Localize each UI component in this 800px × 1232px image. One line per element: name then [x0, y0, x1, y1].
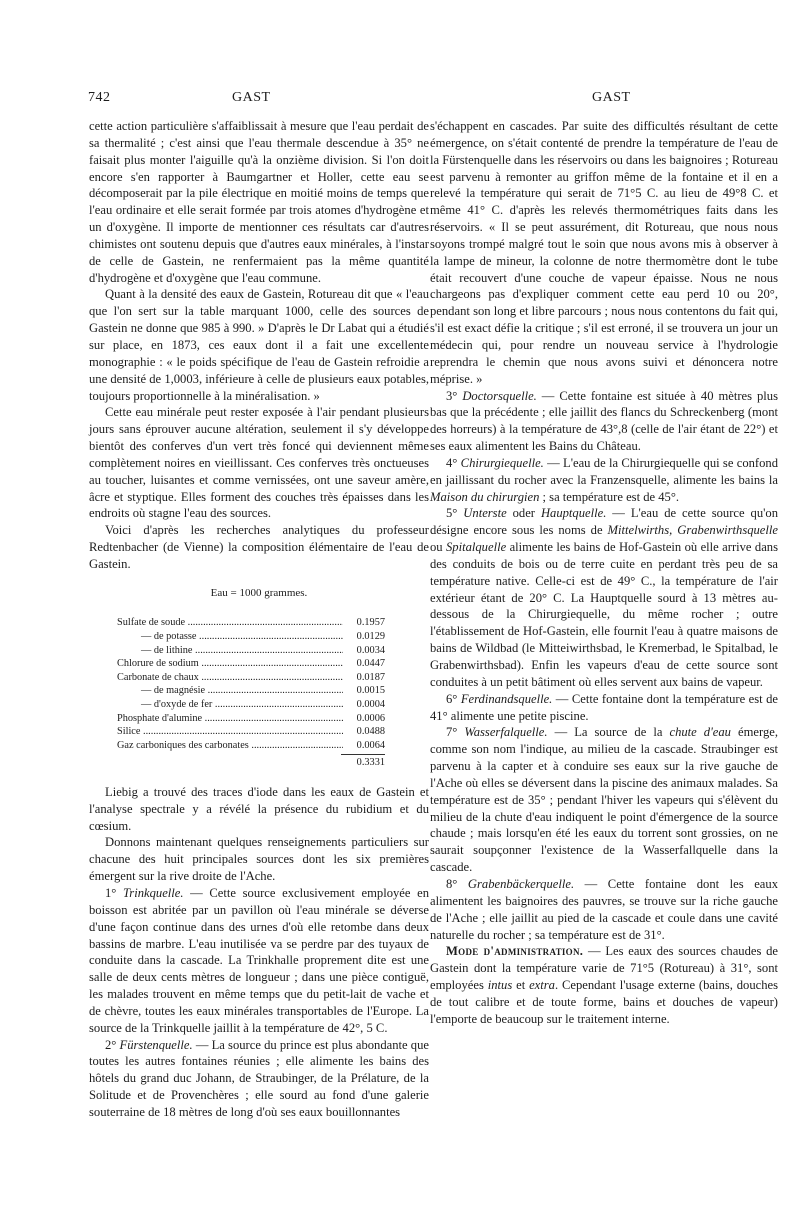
section-text: oder: [506, 506, 541, 521]
row-name: — de magnésie .....: [117, 684, 343, 698]
row-name: Gaz carboniques des carbonates .....: [117, 739, 343, 753]
table-row: [89, 684, 429, 698]
section-title: Hauptquelle.: [540, 506, 607, 521]
row-name: Phosphate d'alumine .....: [117, 712, 343, 726]
section-text: — La source de la: [547, 725, 670, 740]
section-text: — La source du prince est plus abondante que toutes les autres fontaines réunies ; elle alimente les bains des hôtels du grand duc Johann, de Straubinger, de la Prélature, de la Solitude et de Provenchères ; elle sourd au fond d'une galerie souterraine de 18 mètres de long d'où ses eaux bouillonnantes: [89, 1037, 429, 1119]
table-row: [89, 657, 429, 671]
table-total: [89, 754, 429, 770]
section-text: — Cette fontaine dont les eaux alimentent les baignoires des pauvres, se trouve sur la riche gauche de l'Ache ; elle jaillit au pied de la cascade et coule dans une cavité naturelle du rocher ; sa température est de 31°.: [430, 876, 778, 942]
right-column: [430, 118, 778, 1028]
table-caption: Eau = 1000 grammes.: [210, 586, 308, 599]
row-name: Silice .....: [117, 725, 343, 739]
row-name: Sulfate de soude .....: [117, 616, 343, 630]
row-value: 0.0034: [356, 644, 385, 656]
section-text: et: [512, 978, 530, 993]
section-text: . Cependant l'usage externe (bains, douches de tout calibre et de toute forme, bains et douches de vapeur) l'emporte de beaucoup sur le traitement interne.: [430, 978, 778, 1026]
table-row: [89, 725, 429, 739]
row-value: 0.0129: [356, 630, 385, 642]
section-number: 2°: [105, 1037, 117, 1052]
row-value: 0.0006: [356, 712, 385, 724]
table-row: [89, 712, 429, 726]
section-number: 1°: [105, 885, 117, 900]
section-ferdinandsquelle: [430, 691, 778, 725]
section-wasserfalquelle: [430, 724, 778, 876]
section-title: Unterste: [463, 506, 507, 521]
section-fuerstenquelle: [89, 1037, 429, 1121]
section-text: — Cette fontaine est située à 40 mètres plus bas que la précédente ; elle jaillit des flancs du Schreckenberg (mont des horreurs) à la température de 43°,8 (celle de l'air étant de 22°) et ses eaux alimentent les Bains du Château.: [430, 388, 778, 454]
section-text: ou: [430, 540, 446, 555]
row-value: 0.0015: [356, 685, 385, 697]
section-hauptquelle: [430, 505, 778, 690]
section-title: Fürstenquelle.: [119, 1037, 193, 1052]
section-number: 8°: [446, 876, 458, 891]
row-value: 0.0004: [356, 698, 385, 710]
paragraph-liebig: Liebig a trouvé des traces d'iode dans les eaux de Gastein et l'analyse spectrale y a révélé la présence du rubidium et du cœsium.: [89, 784, 429, 833]
section-number: 4°: [446, 455, 458, 470]
paragraph-analysis-intro: Voici d'après les recherches analytiques du professeur Redtenbacher (de Vienne) la composition élémentaire de l'eau de Gastein.: [89, 523, 429, 571]
composition-table: [89, 587, 429, 770]
section-text: — Cette source exclusivement employée en boisson est abritée par un pavillon où l'eau minérale se déverse d'une façon continue dans des urnes d'où elle retombe dans deux bassins de marbre. L'eau inutilisée va se perdre par des tuyaux de conduite dans la cascade. La Trinkhalle proprement dite est une salle de deux cents mètres de longueur ; dans une pièce contiguë, les malades trouvent en même temps que du petit-lait de vache et de chèvre, toutes les eaux minérales transportables de l'Europe. La source de la Trinkquelle jaillit à la température de 42°, 5 C.: [89, 885, 429, 1035]
section-italic: Spitalquelle: [446, 540, 507, 555]
table-row: [89, 698, 429, 712]
section-trinkquelle: [89, 885, 429, 1037]
section-text: ; sa température est de 45°.: [539, 489, 680, 504]
section-title: Mode d'administration.: [446, 944, 584, 959]
section-text: — L'eau de la Chirurgiequelle qui se confond en jaillissant du rocher avec la Franzensquelle, alimente les bains la: [430, 455, 779, 487]
table-total-value: 0.3331: [341, 754, 385, 770]
row-value: 0.0488: [356, 726, 385, 738]
section-italic: Maison du chirurgien: [430, 489, 540, 504]
row-value: 0.0064: [356, 739, 385, 751]
section-title: Trinkquelle.: [123, 885, 184, 900]
paragraph-sources-intro: Donnons maintenant quelques renseignements particuliers sur chacune des huit principales sources dont les six premières émergent sur la rive droite de l'Ache.: [89, 835, 429, 884]
row-name: — d'oxyde de fer .....: [117, 698, 343, 712]
paragraph-conductivity: cette action particulière s'affaiblissait à mesure que l'eau perdait de sa thermalité ; c'est ainsi que l'eau thermale descendue à 35° ne faisait plus monter l'aiguille qu'à la onzième division. Si l'on doit encore s'en rapporter à Baumgartner et Holler, cette eau se décomposerait par la pile électrique en moitié moins de temps que l'eau ordinaire et elle serait formée par trois atomes d'hydrogène et un d'oxygène. Il importe de mentionner ces résultats car d'autres chimistes ont soutenu depuis que d'autres eaux minérales, à l'instar de celle de Gastein, ne renfermaient pas la même quantité d'hydrogène et d'oxygène que l'eau commune.: [89, 119, 429, 285]
section-italic: Mittelwirths, Grabenwirthsquelle: [607, 523, 778, 538]
page-number: 742: [88, 90, 111, 105]
table-row: [89, 616, 429, 630]
section-number: 6°: [446, 691, 458, 706]
running-title-right: GAST: [592, 90, 631, 105]
table-row: [89, 644, 429, 658]
paragraph-density: Quant à la densité des eaux de Gastein, Rotureau dit que « l'eau que l'on sert sur la table marquant 1000, celle des sources de Gastein ne donne que 985 à 990. » D'après le Dr Labat qui a étudié sur place, en 1873, ces eaux dont il a fait une excellente monographie : « le poids spécifique de l'eau de Gastein refroidie a une densité de 1,0003, inférieure à celle de plusieurs eaux potables, toujours proportionnelle à la minéralisation. »: [89, 287, 429, 403]
section-title: Chirurgiequelle.: [460, 455, 544, 470]
section-grabenbaeckerquelle: [430, 876, 778, 943]
section-title: Ferdinandsquelle.: [460, 691, 553, 706]
row-name: — de lithine .....: [117, 644, 343, 658]
section-text: — L'eau de cette source qu'on désigne encore sous les noms de: [430, 506, 778, 538]
section-number: 3°: [446, 388, 458, 403]
section-text: alimente les bains de Hof-Gastein où elle arrive dans des conduits de bois ou de terre cuite en perdant très peu de sa température native. Celle-ci est de 49° C., la température de l'air extérieur étant de 20° C. La Hauptquelle sourd à 13 mètres au-dessous de la Chirurgiequelle, du même rocher ; outre l'établissement de Hof-Gastein, elle fournit l'eau à quatre maisons de bains de Wildbad (le Mitteiwirthsbad, le Kremerbad, le Spitalbad, le Grabenwirthsbad). Enfin les vapeurs d'eau de cette source sont conduites à un petit bâtiment où elles servent aux bains de vapeur.: [430, 540, 779, 689]
section-italic: extra: [529, 978, 555, 993]
paragraph-conferves: Cette eau minérale peut rester exposée à l'air pendant plusieurs jours sans éprouver aucune altération, seulement il s'y développe bientôt des conferves d'un vert très foncé qui deviennent même complètement noires en vieillissant. Ces conferves très onctueuses au toucher, luisantes et comme vernissées, ont une saveur amère, âcre et styptique. Elles forment des couches très épaisses dans les endroits où stagne l'eau des sources.: [89, 405, 429, 521]
section-italic: chute d'eau: [669, 725, 731, 740]
row-name: Chlorure de sodium .....: [117, 657, 343, 671]
section-text: émerge, comme son nom l'indique, au milieu de la cascade. Straubinger est parvenu à la capter et à conduire ses eaux sur la rive gauche de l'Ache où elles se déversent dans la piscine des animaux malades. Sa température est de 35° ; pendant l'hiver les vapeurs qui s'élèvent du milieu de la chute d'eau indiquent le point d'émergence de la source chaude ; mais lorsqu'en été les eaux du torrent sont grossies, on ne saurait soupçonner l'existence de la Wasserfallquelle dans la cascade.: [430, 725, 778, 875]
section-mode-administration: [430, 943, 778, 1027]
table-row: [89, 671, 429, 685]
section-doctorsquelle: [430, 388, 778, 455]
section-title: Wasserfalquelle.: [464, 725, 548, 740]
row-value: 0.1957: [356, 617, 385, 629]
section-number: 7°: [446, 725, 458, 740]
left-column: [89, 118, 429, 1121]
row-name: Carbonate de chaux .....: [117, 671, 343, 685]
row-name: — de potasse .....: [117, 630, 343, 644]
row-value: 0.0187: [356, 671, 385, 683]
paragraph-rotureau-measurement: s'échappent en cascades. Par suite des difficultés résultant de cette émergence, on s'était contenté de prendre la température de l'eau de la Fürstenquelle dans les réservoirs ou dans les baignoires ; Rotureau est parvenu à remonter au griffon même de la fontaine et il en a relevé la température qui serait de 71°5 C. au lieu de 49°8 C. et même 41° C. d'après les relevés thermométriques faits dans les réservoirs. « Il se peut assurément, dit Rotureau, que nous nous soyons trompé malgré tout le soin que nous avons mis à observer à la lampe de mineur, la colonne de notre thermomètre dont le tube était recouvert d'une couche de vapeur épaisse. Nous ne nous chargeons pas d'expliquer comment cette eau perd 10 ou 20°, pendant son long et libre parcours ; nous nous contentons du fait qui, s'il est exact défie la critique ; s'il est erroné, il se trouvera un jour un médecin qui, pour rendre un nouveau service à l'hydrologie reprendra le chemin que nous avons suivi et dénoncera notre méprise. »: [430, 119, 778, 386]
section-chirurgiequelle: [430, 455, 778, 506]
row-value: 0.0447: [356, 658, 385, 670]
section-title: Grabenbäckerquelle.: [467, 876, 575, 891]
section-title: Doctorsquelle.: [462, 388, 537, 403]
section-number: 5°: [446, 506, 458, 521]
running-title-left: GAST: [232, 90, 271, 105]
table-row: [89, 630, 429, 644]
section-text: — Cette fontaine dont la température est de 41° alimente une petite piscine.: [430, 691, 778, 723]
section-italic: intus: [487, 978, 513, 993]
table-row: [89, 739, 429, 753]
section-text: — Les eaux des sources chaudes de Gastein dont la température varie de 71°5 (Rotureau) à 31°, sont employées: [430, 944, 778, 993]
